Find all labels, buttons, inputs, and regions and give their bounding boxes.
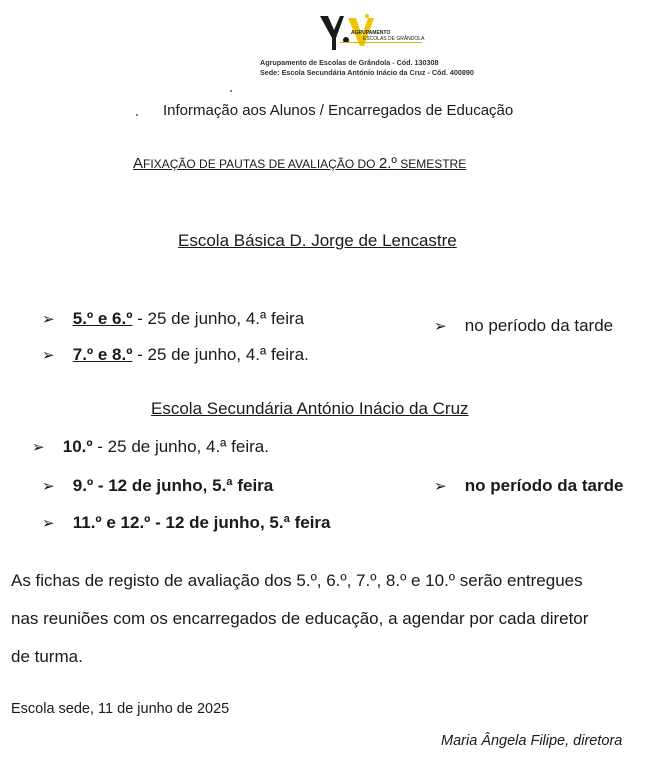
school2-item	[32, 437, 269, 457]
arrow-bullet-icon: ➢	[434, 478, 447, 495]
item-grades: 5.º e 6.º	[72, 309, 133, 328]
school2-item	[42, 476, 273, 496]
main-title-part1: FIXAÇÃO DE PAUTAS DE AVALIAÇÃO DO	[143, 157, 379, 171]
arrow-bullet-icon: ➢	[42, 515, 55, 532]
main-title	[133, 155, 466, 172]
note-text: no período da tarde	[464, 476, 624, 495]
logo-subtitle: ESCOLAS DE GRÂNDOLA	[363, 36, 425, 42]
item-grades: 9.º - 12 de junho, 5.ª feira	[72, 476, 274, 495]
info-title: Informação aos Alunos / Encarregados de Educação	[163, 102, 514, 119]
arrow-bullet-icon: ➢	[42, 478, 55, 495]
header-line-2: Sede: Escola Secundária António Inácio da Cruz - Cód. 400890	[260, 68, 474, 77]
school1-title: Escola Básica D. Jorge de Lencastre	[178, 231, 457, 250]
school1-item	[42, 309, 304, 329]
item-grades: 7.º e 8.º	[72, 345, 133, 364]
school1-item	[42, 345, 309, 365]
school1-note	[434, 316, 613, 336]
arrow-bullet-icon: ➢	[42, 311, 55, 328]
signature: Maria Ângela Filipe, diretora	[441, 733, 623, 749]
logo-word: AGRUPAMENTO	[351, 30, 391, 36]
dot-mark	[136, 114, 138, 116]
paragraph-line: de turma.	[11, 647, 83, 666]
item-grades: 11.º e 12.º - 12 de junho, 5.ª feira	[72, 513, 331, 532]
paragraph-line: nas reuniões com os encarregados de educação, a agendar por cada diretor	[11, 609, 589, 628]
item-grades: 10.º	[62, 437, 93, 456]
item-date: - 25 de junho, 4.ª feira.	[92, 437, 269, 456]
header-line-1: Agrupamento de Escolas de Grândola - Cód. 130308	[260, 58, 439, 67]
logo-underline	[340, 42, 422, 43]
dot-mark	[230, 90, 232, 92]
paragraph-line: As fichas de registo de avaliação dos 5.º, 6.º, 7.º, 8.º e 10.º serão entregues	[11, 571, 583, 590]
school2-title: Escola Secundária António Inácio da Cruz	[151, 399, 469, 418]
note-text: no período da tarde	[464, 316, 614, 335]
school2-item	[42, 513, 331, 533]
main-title-number: 2.º	[378, 155, 397, 172]
arrow-bullet-icon: ➢	[434, 318, 447, 335]
school2-note	[434, 476, 623, 496]
item-date: - 25 de junho, 4.ª feira	[132, 309, 305, 328]
main-title-part2: SEMESTRE	[396, 157, 467, 171]
arrow-bullet-icon: ➢	[32, 439, 45, 456]
info-paragraph	[11, 562, 651, 676]
date-line: Escola sede, 11 de junho de 2025	[11, 701, 230, 717]
arrow-bullet-icon: ➢	[42, 347, 55, 364]
item-date: - 25 de junho, 4.ª feira.	[132, 345, 309, 364]
main-title-first-letter: A	[133, 155, 144, 172]
